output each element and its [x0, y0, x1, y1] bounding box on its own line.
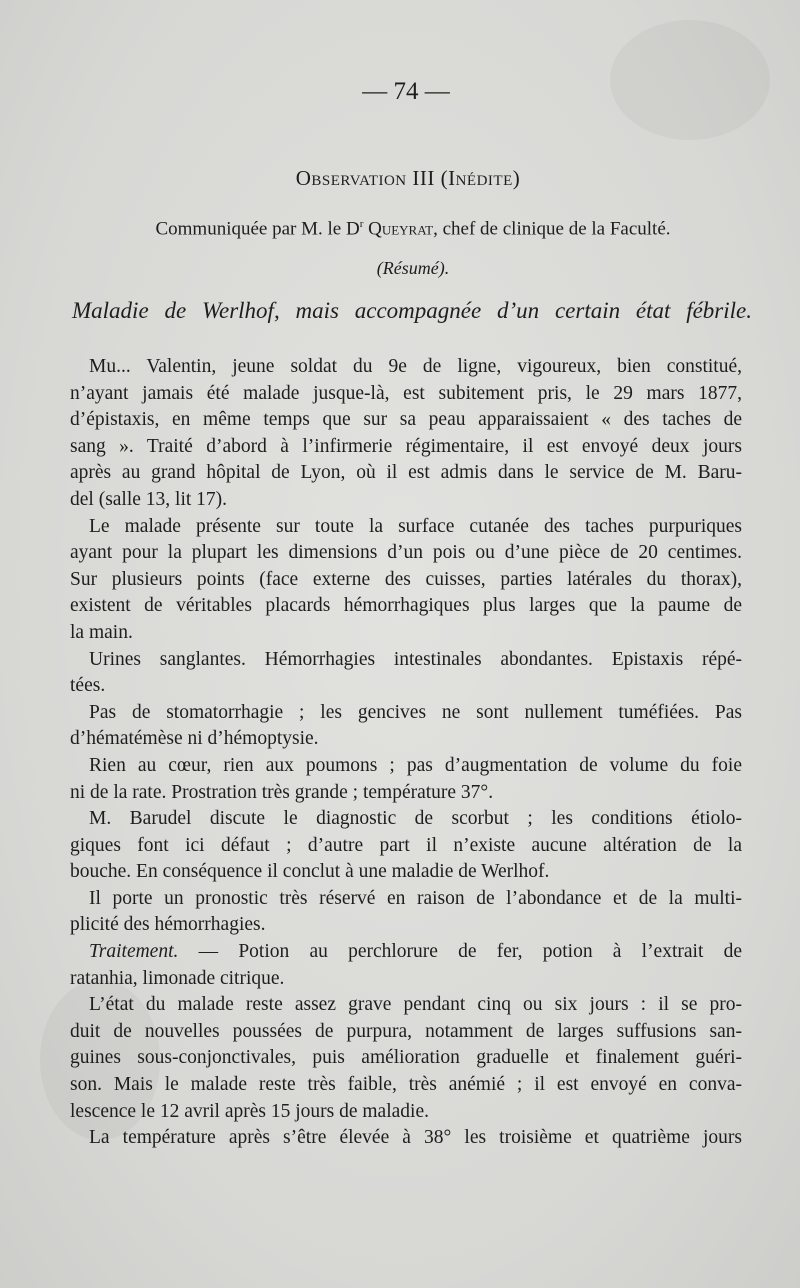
- paragraph-3: [70, 647, 742, 700]
- observation-subtitle: Maladie de Werlhof, mais accompagnée d’un certain état fébrile.: [72, 298, 752, 323]
- resume-label: (Résumé).: [376, 258, 450, 278]
- communique-suffix: , chef de clinique de la Faculté.: [433, 218, 671, 240]
- text-line: M. Barudel discute le diagnostic de scorbut ; les conditions étiolo-: [89, 808, 742, 830]
- text-line: plicité des hémorrhagies.: [70, 914, 266, 936]
- text-line: tées.: [70, 675, 106, 697]
- text-line: guines sous-conjonctivales, puis amélioration graduelle et finalement guéri-: [70, 1047, 742, 1069]
- communique-prefix: Communiquée par M. le D: [155, 218, 360, 240]
- observation-title: Observation III (Inédite): [295, 166, 521, 190]
- text-line: son. Mais le malade reste très faible, très anémié ; il est envoyé en conva-: [70, 1074, 742, 1096]
- paragraph-7: [70, 886, 742, 939]
- text-line: d’hématémèse ni d’hémoptysie.: [70, 728, 319, 750]
- text-line: ayant pour la plupart les dimensions d’un pois ou d’une pièce de 20 centimes.: [70, 542, 742, 564]
- communique-superscript: r: [359, 218, 364, 230]
- paragraph-10: [70, 1125, 742, 1152]
- text-line: d’épistaxis, en même temps que sur sa peau apparaissaient « des taches de: [70, 409, 742, 431]
- text-line: Rien au cœur, rien aux poumons ; pas d’augmentation de volume du foie: [89, 754, 742, 776]
- text-line: La température après s’être élevée à 38° les troisième et quatrième jours: [89, 1127, 742, 1149]
- text-line: duit de nouvelles poussées de purpura, notamment de larges suffusions san-: [70, 1020, 742, 1042]
- text-line: Urines sanglantes. Hémorrhagies intestinales abondantes. Epistaxis répé-: [89, 648, 742, 670]
- text-line: après au grand hôpital de Lyon, où il est admis dans le service de M. Baru-: [70, 462, 742, 484]
- text-line: existent de véritables placards hémorrhagiques plus larges que la paume de: [70, 595, 742, 617]
- body-text: [70, 354, 742, 1152]
- text-line: bouche. En conséquence il conclut à une maladie de Werlhof.: [70, 861, 550, 883]
- text-line: la main.: [70, 621, 133, 643]
- text-line: n’ayant jamais été malade jusque-là, est subitement pris, le 29 mars 1877,: [70, 382, 742, 404]
- text-line: [70, 939, 742, 966]
- treatment-text: — Potion au perchlorure de fer, potion à l’extrait de: [178, 941, 742, 963]
- page-number: — 74 —: [362, 78, 450, 105]
- paragraph-6: [70, 806, 742, 886]
- communique-name: Queyrat: [368, 218, 434, 240]
- text-line: Pas de stomatorrhagie ; les gencives ne sont nullement tuméfiées. Pas: [89, 701, 742, 723]
- text-line: Le malade présente sur toute la surface cutanée des taches purpuriques: [89, 515, 742, 537]
- text-line: lescence le 12 avril après 15 jours de maladie.: [70, 1100, 429, 1122]
- text-line: Il porte un pronostic très réservé en raison de l’abondance et de la multi-: [89, 887, 742, 909]
- paragraph-5: [70, 753, 742, 806]
- paragraph-9: [70, 992, 742, 1125]
- text-line: giques font ici défaut ; d’autre part il n’existe aucune altération de la: [70, 834, 742, 856]
- paragraph-4: [70, 700, 742, 753]
- text-line: Mu... Valentin, jeune soldat du 9e de ligne, vigoureux, bien constitué,: [89, 356, 742, 377]
- text-line: ratanhia, limonade citrique.: [70, 967, 285, 989]
- text-line: Sur plusieurs points (face externe des cuisses, parties latérales du thorax),: [70, 568, 742, 590]
- text-line: L’état du malade reste assez grave pendant cinq ou six jours : il se pro-: [89, 994, 742, 1016]
- text-line: ni de la rate. Prostration très grande ; température 37°.: [70, 781, 494, 803]
- text-line: sang ». Traité d’abord à l’infirmerie régimentaire, il est envoyé deux jours: [70, 435, 742, 457]
- text-line: del (salle 13, lit 17).: [70, 488, 228, 510]
- paragraph-2: [70, 514, 742, 647]
- paragraph-8: [70, 939, 742, 992]
- paragraph-1: [70, 354, 742, 514]
- treatment-label: Traitement.: [89, 941, 179, 963]
- communique-line: [0, 218, 800, 240]
